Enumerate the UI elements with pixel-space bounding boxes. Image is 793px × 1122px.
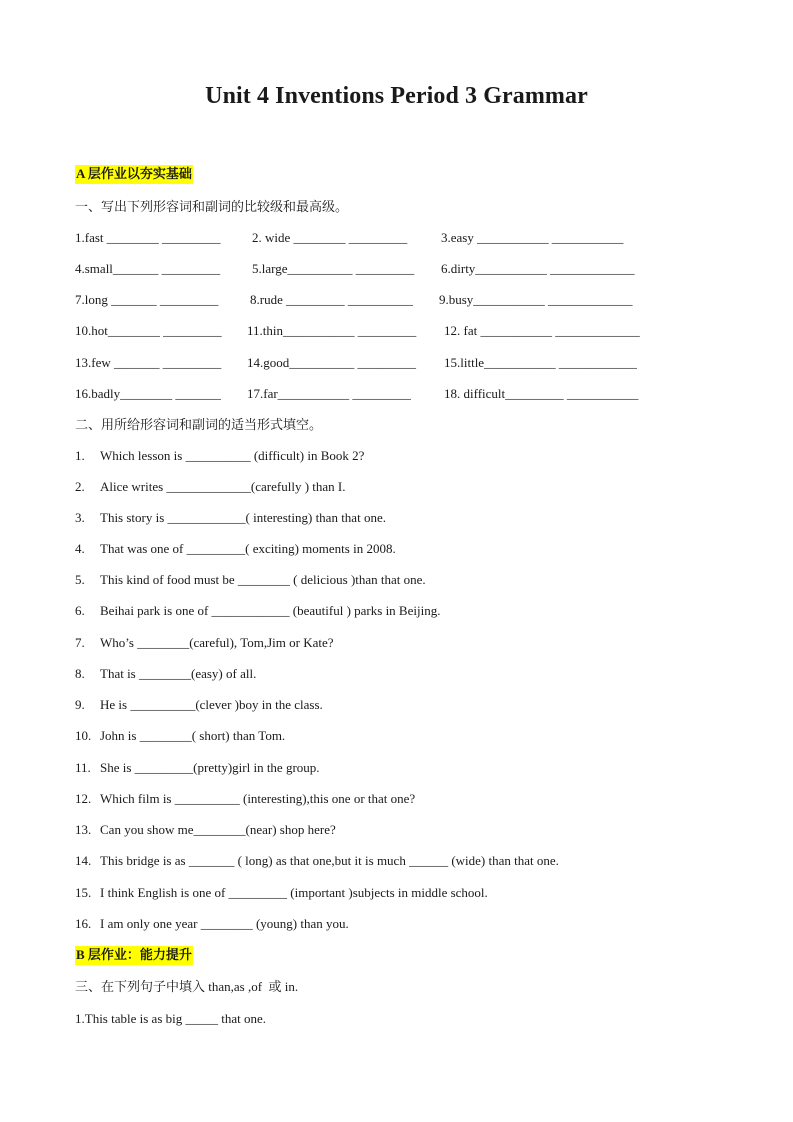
- item-text: That was one of _________( exciting) moments in 2008.: [100, 541, 396, 556]
- item-number: 13.: [75, 822, 92, 837]
- item-text: John is ________( short) than Tom.: [100, 728, 286, 743]
- item-number: 11.: [75, 760, 91, 775]
- exercise-item: [75, 635, 334, 651]
- item-number: 1.: [75, 448, 85, 463]
- exercise-item: [75, 853, 559, 869]
- word-entry: 9.busy___________ _____________: [439, 292, 633, 307]
- exercise-item: [75, 479, 345, 495]
- word-entry: 4.small_______ _________: [75, 261, 221, 276]
- item-number: 12.: [75, 791, 92, 806]
- item-text: She is _________(pretty)girl in the group.: [100, 760, 320, 775]
- part2-instruction: 二、用所给形容词和副词的适当形式填空。: [75, 417, 323, 432]
- word-entry: 3.easy ___________ ___________: [441, 230, 624, 245]
- item-text: This story is ____________( interesting) than that one.: [100, 510, 386, 525]
- word-entry: 18. difficult_________ ___________: [444, 386, 639, 401]
- item-number: 5.: [75, 572, 85, 587]
- item-number: 9.: [75, 697, 85, 712]
- item-text: Beihai park is one of ____________ (beautiful ) parks in Beijing.: [100, 603, 441, 618]
- word-entry: 2. wide ________ _________: [252, 230, 408, 245]
- exercise-item: [75, 541, 396, 557]
- exercise-item: [75, 760, 320, 776]
- item-text: This bridge is as _______ ( long) as that one,but it is much ______ (wide) than that one.: [100, 853, 559, 868]
- word-entry: 11.thin___________ _________: [247, 323, 417, 338]
- word-entry: 16.badly________ _______: [75, 386, 221, 401]
- item-text: Which lesson is __________ (difficult) in Book 2?: [100, 448, 365, 463]
- exercise-item: [75, 885, 488, 901]
- item-text: Which film is __________ (interesting),this one or that one?: [100, 791, 416, 806]
- item-number: 6.: [75, 603, 85, 618]
- comparison-row: [0, 323, 793, 339]
- section-b-heading: B 层作业：能力提升: [75, 946, 193, 965]
- comparison-row: [0, 230, 793, 246]
- word-entry: 6.dirty___________ _____________: [441, 261, 635, 276]
- word-entry: 14.good__________ _________: [247, 355, 416, 370]
- comparison-row: [0, 292, 793, 308]
- item-number: 3.: [75, 510, 85, 525]
- word-entry: 1.fast ________ _________: [75, 230, 221, 245]
- word-entry: 5.large__________ _________: [252, 261, 415, 276]
- exercise-item: [75, 448, 364, 464]
- item-text: Can you show me________(near) shop here?: [100, 822, 336, 837]
- part1-instruction: 一、写出下列形容词和副词的比较级和最高级。: [75, 199, 349, 214]
- section-a-heading: A 层作业以夯实基础: [75, 165, 193, 184]
- word-entry: 7.long _______ _________: [75, 292, 219, 307]
- item-number: 8.: [75, 666, 85, 681]
- item-number: 16.: [75, 916, 92, 931]
- exercise-item: [75, 666, 256, 682]
- item-text: That is ________(easy) of all.: [100, 666, 257, 681]
- comparison-row: [0, 261, 793, 277]
- item-text: This kind of food must be ________ ( delicious )than that one.: [100, 572, 426, 587]
- exercise-item: [75, 572, 426, 588]
- item-text: Alice writes _____________(carefully ) than I.: [100, 479, 346, 494]
- item-number: 14.: [75, 853, 92, 868]
- exercise-item: [75, 603, 440, 619]
- exercise-item: [75, 510, 386, 526]
- exercise-item: [75, 697, 323, 713]
- part3-instruction: 三、在下列句子中填入 than,as ,of 或 in.: [75, 979, 299, 994]
- word-entry: 17.far___________ _________: [247, 386, 411, 401]
- item-number: 2.: [75, 479, 85, 494]
- exercise-item: [75, 791, 415, 807]
- page-title: Unit 4 Inventions Period 3 Grammar: [205, 83, 588, 109]
- word-entry: 8.rude _________ __________: [250, 292, 413, 307]
- comparison-row: [0, 355, 793, 371]
- comparison-row: [0, 386, 793, 402]
- exercise-item: [75, 728, 285, 744]
- item-text: Who’s ________(careful), Tom,Jim or Kate?: [100, 635, 334, 650]
- item-text: I think English is one of _________ (important )subjects in middle school.: [100, 885, 488, 900]
- exercise-item: [75, 916, 349, 932]
- item-number: 7.: [75, 635, 85, 650]
- word-entry: 13.few _______ _________: [75, 355, 222, 370]
- word-entry: 15.little___________ ____________: [444, 355, 637, 370]
- word-entry: 12. fat ___________ _____________: [444, 323, 640, 338]
- item-number: 10.: [75, 728, 92, 743]
- exercise-item: [75, 822, 336, 838]
- exercise-item: 1.This table is as big _____ that one.: [75, 1011, 267, 1026]
- word-entry: 10.hot________ _________: [75, 323, 222, 338]
- item-number: 4.: [75, 541, 85, 556]
- item-text: I am only one year ________ (young) than you.: [100, 916, 349, 931]
- item-number: 15.: [75, 885, 92, 900]
- item-text: He is __________(clever )boy in the class.: [100, 697, 323, 712]
